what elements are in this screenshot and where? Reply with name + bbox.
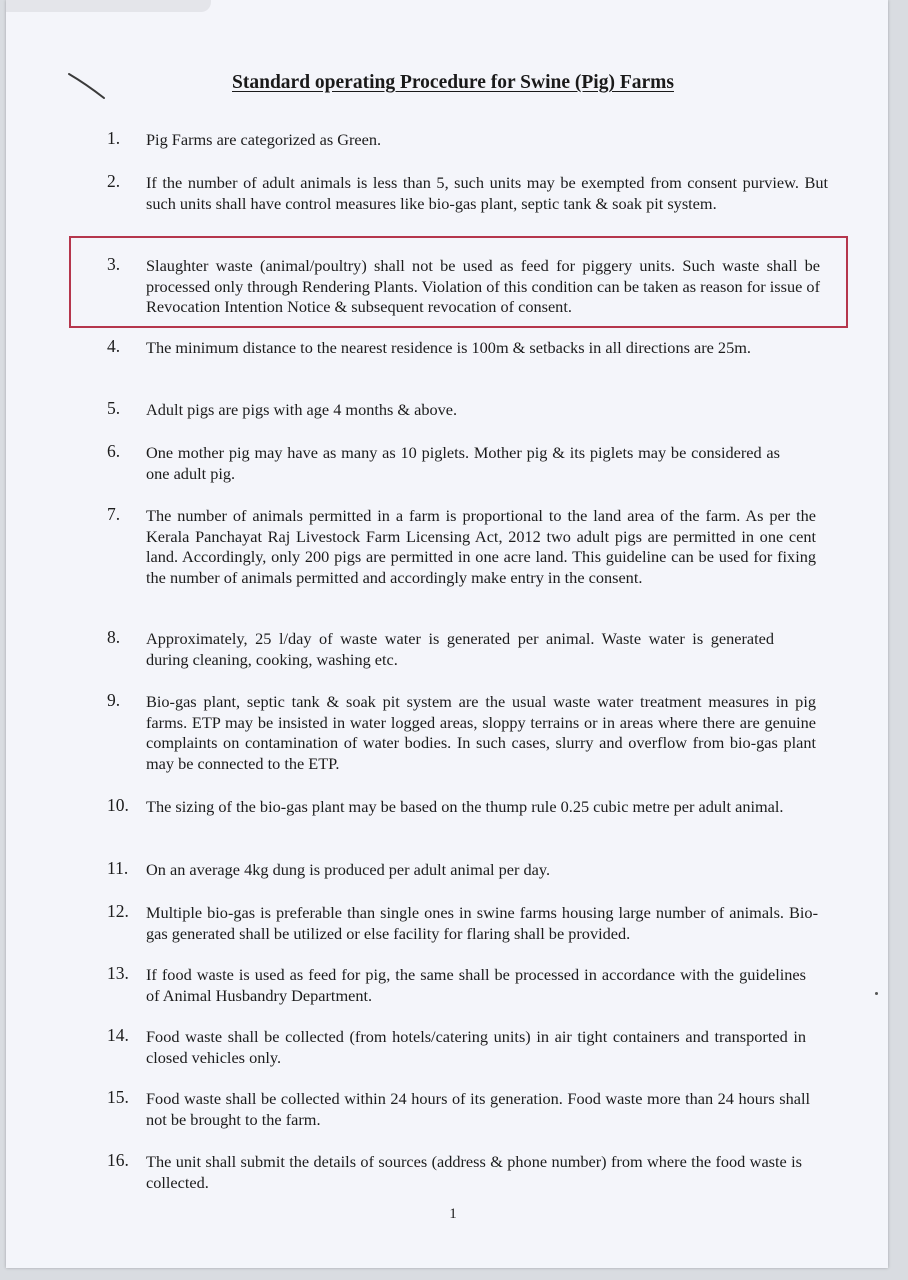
item-number: 10.	[107, 795, 129, 815]
item-number: 4.	[107, 336, 121, 356]
item-number: 1.	[107, 128, 121, 148]
item-number: 3.	[107, 254, 121, 274]
item-text: Bio-gas plant, septic tank & soak pit system are the usual waste water treatment measures in pig farms. ETP may be insisted in water logged areas, sloppy terrains or in areas where there are genuine complaints on contamination of water bodies. In such cases, slurry and overflow from bio-gas plant may be connected to the ETP.	[146, 692, 816, 773]
item-text: Adult pigs are pigs with age 4 months & above.	[146, 400, 458, 419]
scan-speck	[875, 992, 878, 995]
item-text: If food waste is used as feed for pig, the same shall be processed in accordance with the guidelines of Animal Husbandry Department.	[146, 965, 806, 1005]
scan-edge-shadow	[6, 0, 211, 12]
item-text: Approximately, 25 l/day of waste water is generated per animal. Waste water is generated during cleaning, cooking, washing etc.	[146, 629, 774, 669]
item-text: Slaughter waste (animal/poultry) shall not be used as feed for piggery units. Such waste shall be processed only through Rendering Plants. Violation of this condition can be taken as reason for issue of Revocation Intention Notice & subsequent revocation of consent.	[146, 256, 820, 316]
item-text: The minimum distance to the nearest residence is 100m & setbacks in all directions are 25m.	[146, 338, 751, 357]
item-number: 6.	[107, 441, 121, 461]
item-number: 14.	[107, 1025, 129, 1045]
item-number: 15.	[107, 1087, 129, 1107]
item-text: The unit shall submit the details of sources (address & phone number) from where the food waste is collected.	[146, 1152, 802, 1192]
item-text: The number of animals permitted in a farm is proportional to the land area of the farm. As per the Kerala Panchayat Raj Livestock Farm Licensing Act, 2012 two adult pigs are permitted in one cent land. Accordingly, only 200 pigs are permitted in one acre land. This guideline can be used for fixing the number of animals permitted and accordingly make entry in the consent.	[146, 506, 816, 587]
document-title: Standard operating Procedure for Swine (Pig) Farms	[232, 72, 674, 93]
item-text: If the number of adult animals is less than 5, such units may be exempted from consent purview. But such units shall have control measures like bio-gas plant, septic tank & soak pit system.	[146, 173, 828, 213]
item-number: 9.	[107, 690, 121, 710]
item-number: 5.	[107, 398, 121, 418]
item-number: 7.	[107, 504, 121, 524]
item-text: Food waste shall be collected within 24 hours of its generation. Food waste more than 24 hours shall not be brought to the farm.	[146, 1089, 810, 1129]
document-page	[6, 0, 888, 1268]
item-number: 11.	[107, 858, 129, 878]
item-text: One mother pig may have as many as 10 piglets. Mother pig & its piglets may be considered as one adult pig.	[146, 443, 780, 483]
page-number: 1	[449, 1206, 457, 1222]
item-text: Multiple bio-gas is preferable than single ones in swine farms housing large number of animals. Bio-gas generated shall be utilized or else facility for flaring shall be provided.	[146, 903, 818, 943]
item-number: 2.	[107, 171, 121, 191]
item-number: 13.	[107, 963, 129, 983]
item-text: On an average 4kg dung is produced per adult animal per day.	[146, 860, 551, 879]
item-text: The sizing of the bio-gas plant may be based on the thump rule 0.25 cubic metre per adult animal.	[146, 797, 784, 816]
item-number: 12.	[107, 901, 129, 921]
item-text: Food waste shall be collected (from hotels/catering units) in air tight containers and transported in closed vehicles only.	[146, 1027, 806, 1067]
item-number: 16.	[107, 1150, 129, 1170]
item-text: Pig Farms are categorized as Green.	[146, 130, 382, 149]
item-number: 8.	[107, 627, 121, 647]
